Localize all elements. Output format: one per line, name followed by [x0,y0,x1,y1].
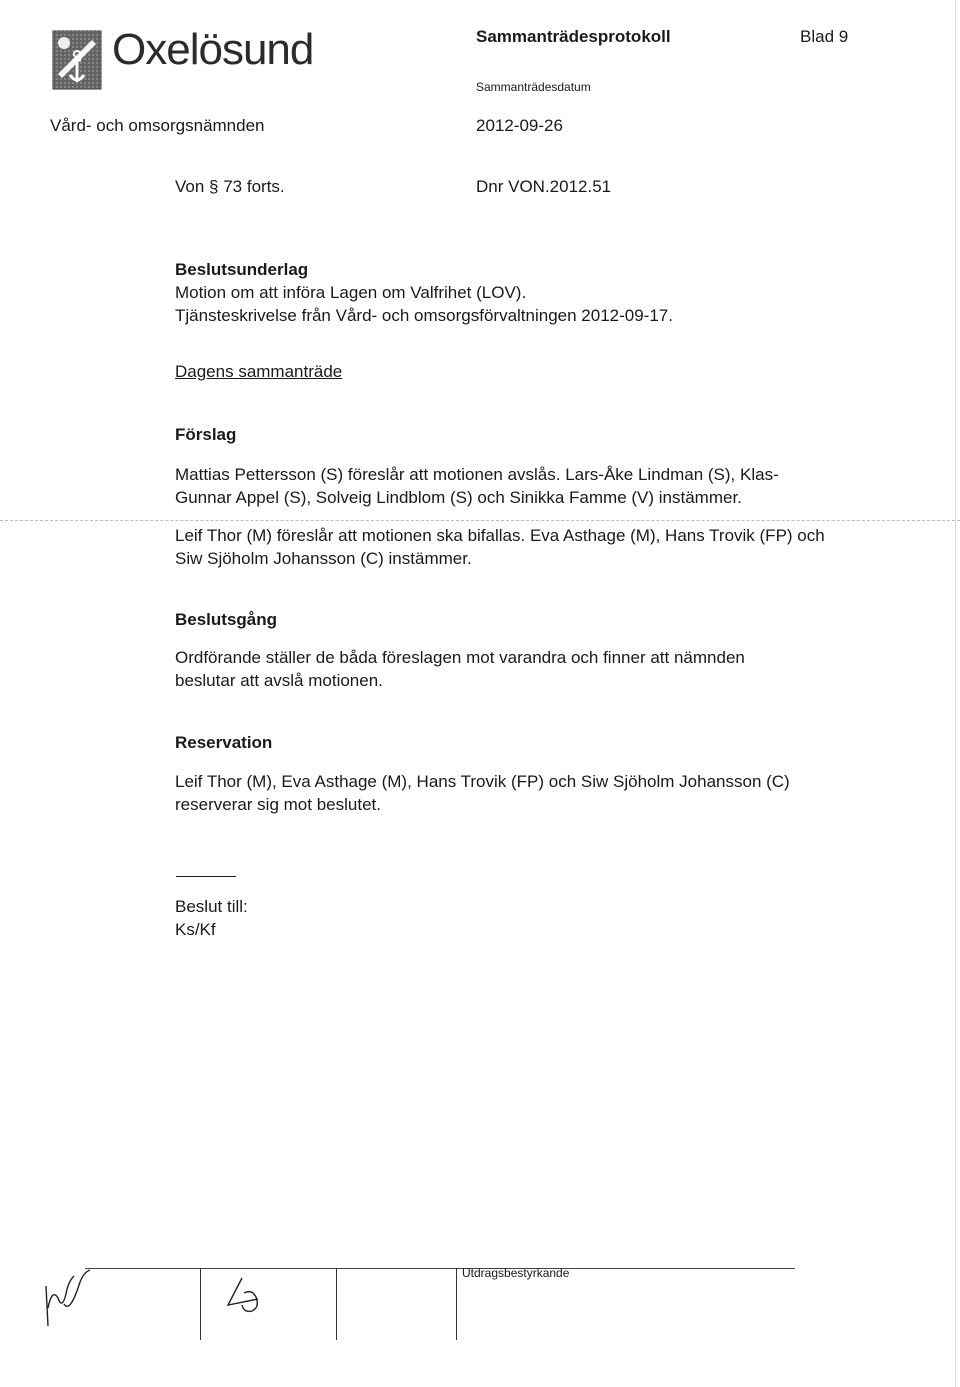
footer-divider [336,1268,337,1340]
forslag-heading: Förslag [175,425,237,444]
beslutsunderlag-section [175,258,855,327]
forslag-text: Mattias Pettersson (S) föreslår att motionen avslås. Lars-Åke Lindman (S), Klas-Gunnar Appel (S), Solveig Lindblom (S) och Sinikka Famme (V) instämmer. [175,465,779,507]
reservation-text: Leif Thor (M), Eva Asthage (M), Hans Trovik (FP) och Siw Sjöholm Johansson (C) reserverar sig mot beslutet. [175,772,790,814]
page-number: Blad 9 [800,27,849,46]
beslutsgang-paragraph [175,646,795,692]
logo-text: Oxelösund [112,25,314,74]
initials-signature-icon [222,1275,272,1320]
beslutsunderlag-line: Motion om att införa Lagen om Valfrihet (LOV). [175,283,527,302]
section-reference: Von § 73 forts. [175,177,285,196]
forslag-text: Leif Thor (M) föreslår att motionen ska bifallas. Eva Asthage (M), Hans Trovik (FP) och Siw Sjöholm Johansson (C) instämmer. [175,526,825,568]
reservation-heading: Reservation [175,733,273,752]
document-title: Sammanträdesprotokoll [476,27,671,46]
beslut-till-value: Ks/Kf [175,920,216,939]
meeting-date-label: Sammanträdesdatum [476,80,591,94]
committee-name: Vård- och omsorgsnämnden [50,116,265,135]
fold-line [0,520,960,521]
beslutsunderlag-line: Tjänsteskrivelse från Vård- och omsorgsförvaltningen 2012-09-17. [175,306,673,325]
divider [176,876,236,877]
beslutsunderlag-heading: Beslutsunderlag [175,260,309,279]
forslag-paragraph [175,524,845,570]
utdragsbestyrkande-label: Utdragsbestyrkande [462,1266,570,1280]
initials-signature-icon [40,1268,110,1330]
case-number: Dnr VON.2012.51 [476,177,612,196]
municipal-emblem-icon [52,30,102,90]
footer-divider [456,1268,457,1340]
footer-rule [85,1268,795,1269]
beslutsgang-section [175,608,855,631]
beslutsgang-heading: Beslutsgång [175,610,278,629]
dagens-heading: Dagens sammanträde [175,362,343,381]
dagens-section [175,360,855,383]
reservation-section [175,731,855,754]
forslag-section [175,423,855,446]
page-edge [955,0,956,1387]
beslut-till-section [175,895,855,941]
reservation-paragraph [175,770,855,816]
footer-divider [200,1268,201,1340]
beslut-till-label: Beslut till: [175,897,248,916]
meeting-date: 2012-09-26 [476,116,563,135]
beslutsgang-text: Ordförande ställer de båda föreslagen mot varandra och finner att nämnden beslutar att avslå motionen. [175,648,745,690]
forslag-paragraph [175,463,835,509]
